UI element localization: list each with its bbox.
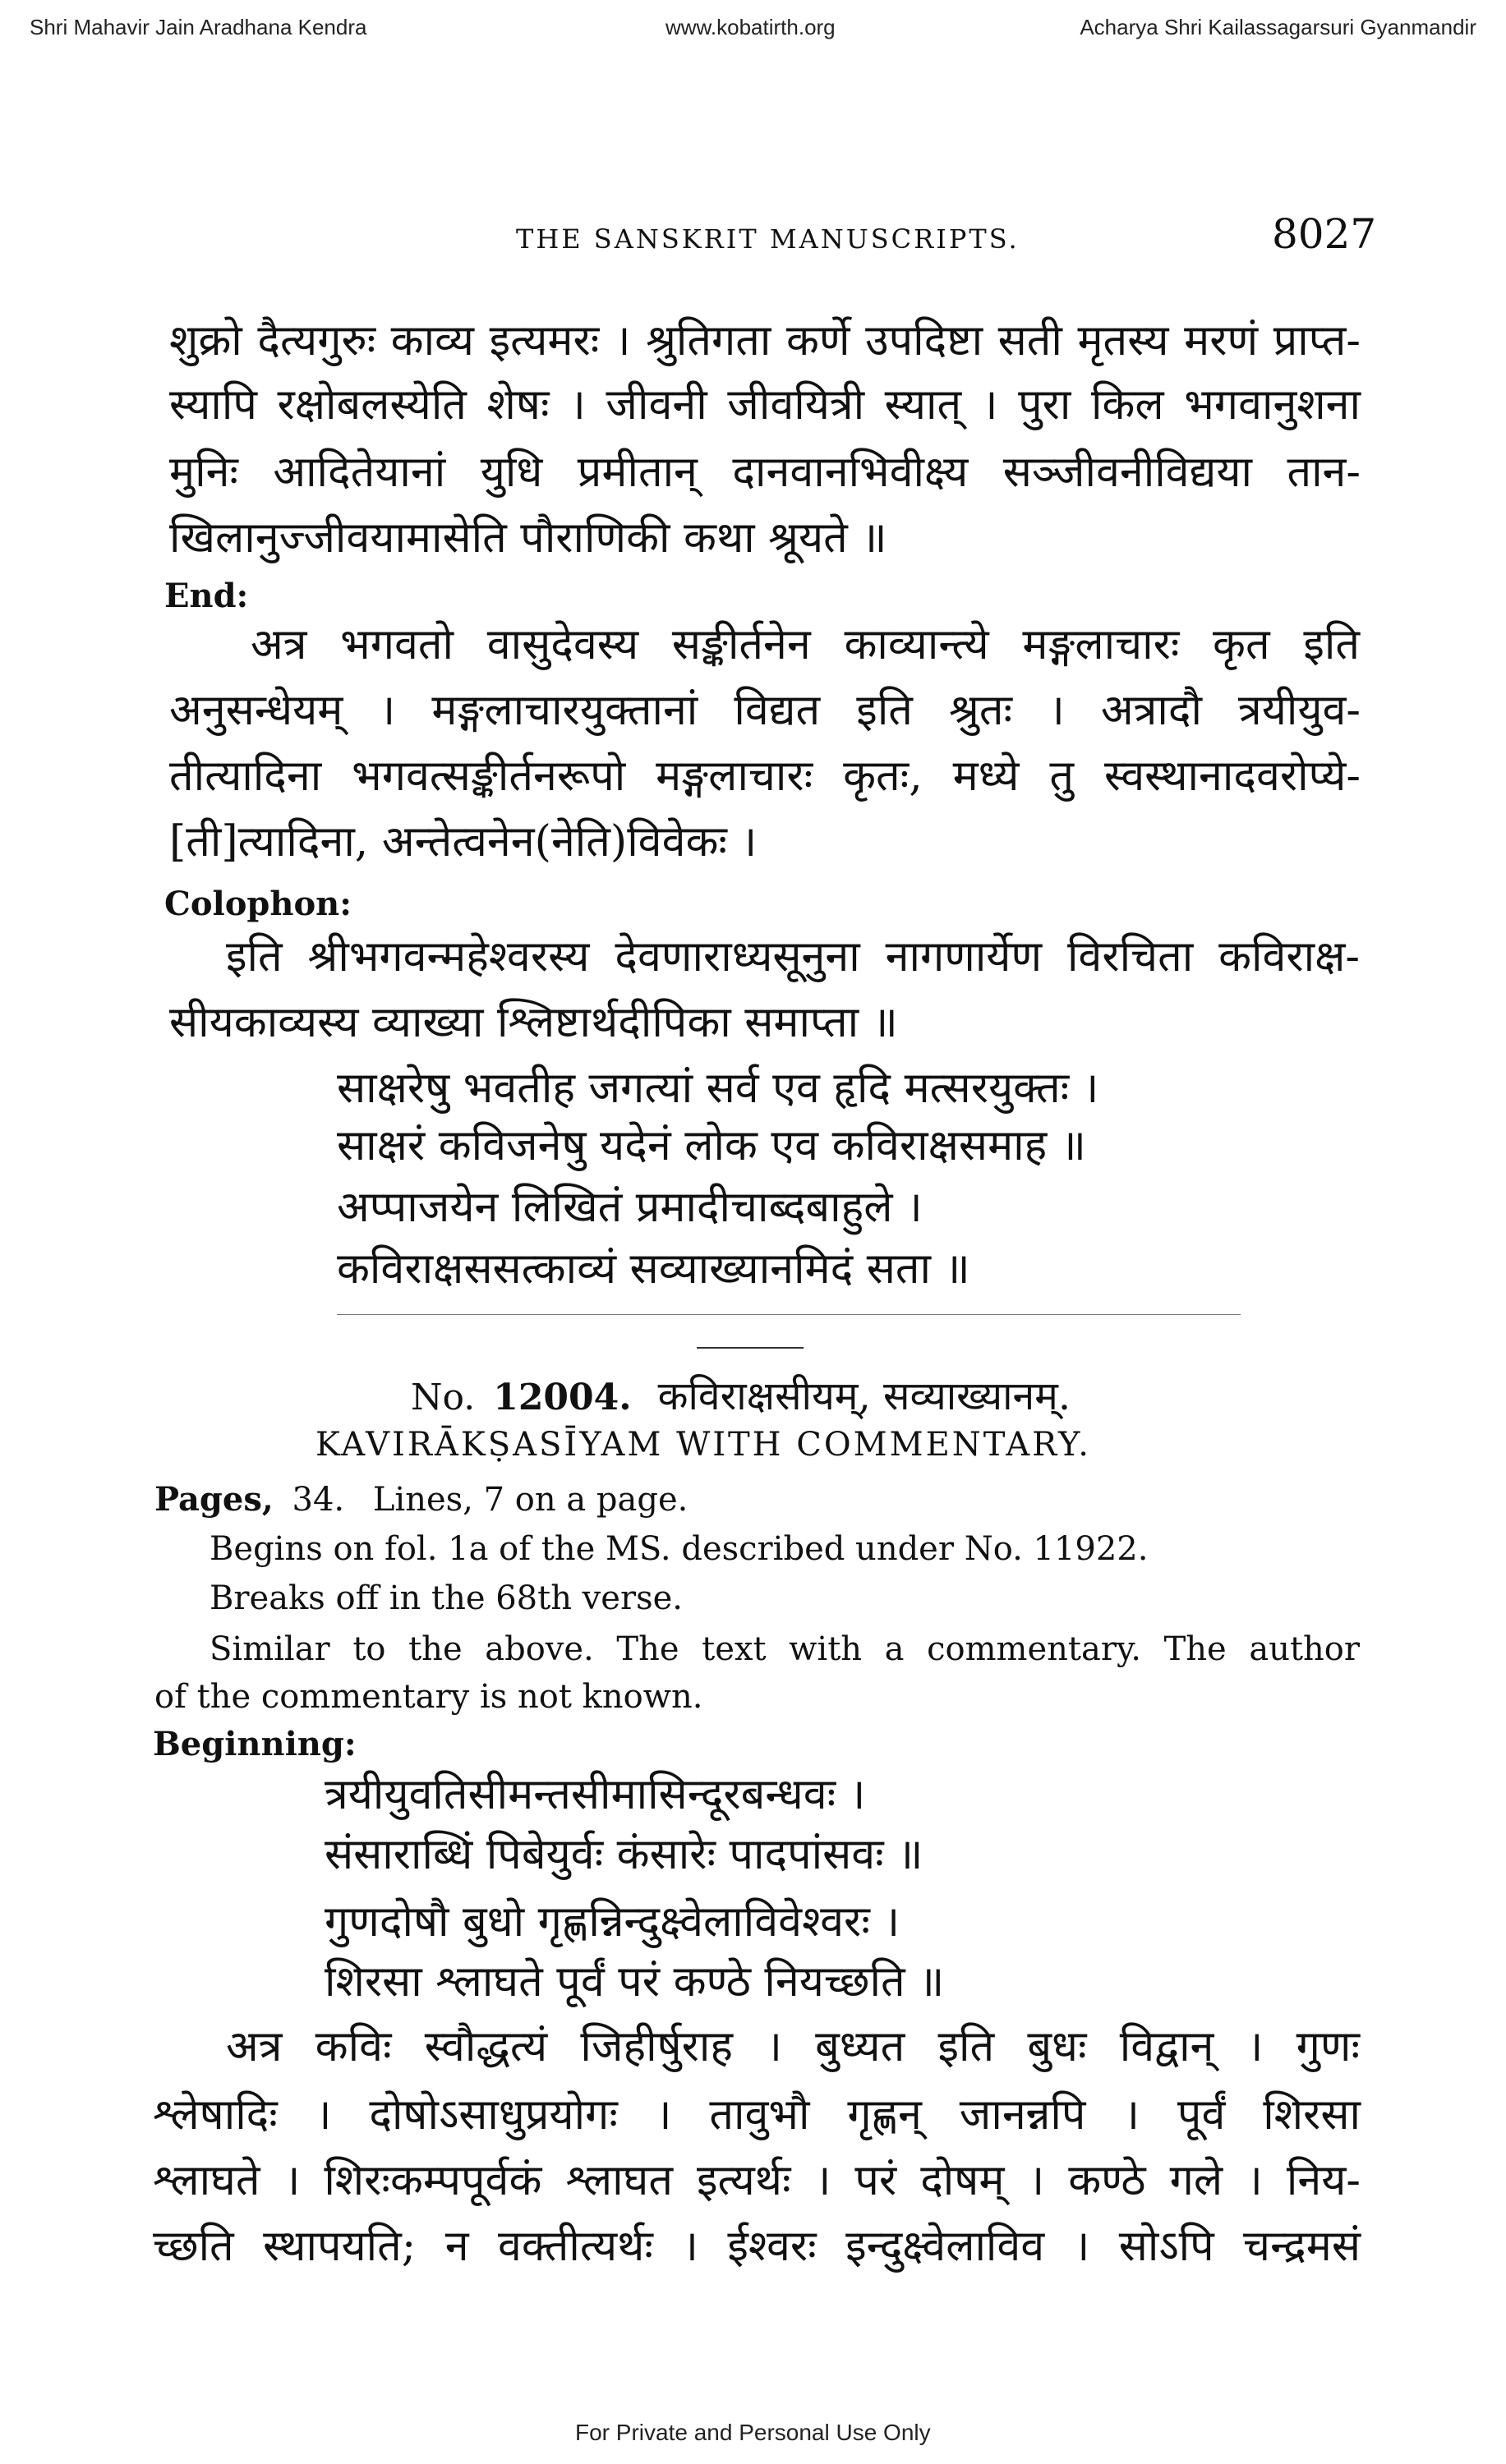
para1-line-2: स्यापि रक्षोबलस्येति शेषः । जीवनी जीवयित्री स्यात् । पुरा किल भगवानुशना xyxy=(169,380,1361,430)
commentary-line-4: च्छति स्थापयति; न वक्तीत्यर्थः । ईश्वरः इन्दुक्ष्वेलाविव । सोऽपि चन्द्रमसं xyxy=(153,2222,1361,2271)
running-header-title: THE SANSKRIT MANUSCRIPTS. xyxy=(516,223,1020,255)
verse2-line-1: त्रयीयुवतिसीमन्तसीमासिन्दूरबन्धवः । xyxy=(325,1770,866,1819)
top-right-text: Acharya Shri Kailassagarsuri Gyanmandir xyxy=(1080,15,1476,39)
verse2-line-4: शिरसा श्लाघते पूर्वं परं कण्ठे नियच्छति ॥ xyxy=(325,1957,945,2007)
verse1-line-4: कविराक्षससत्काव्यं सव्याख्यानमिदं सता ॥ xyxy=(337,1244,970,1294)
entry-sanskrit-title: कविराक्षसीयम्, सव्याख्यानम्. xyxy=(657,1373,1071,1419)
entry-heading xyxy=(411,1372,1071,1421)
meta-begins: Begins on fol. 1a of the MS. described under No. 11922. xyxy=(210,1530,1149,1568)
top-left-text: Shri Mahavir Jain Aradhana Kendra xyxy=(30,15,367,39)
verse1-line-1: साक्षरेषु भवतीह जगत्यां सर्व एव हृदि मत्सरयुक्तः । xyxy=(337,1064,1099,1113)
commentary-line-2: श्लेषादिः । दोषोऽसाधुप्रयोगः । तावुभौ गृह्णन् जानन्नपि । पूर्वं शिरसा xyxy=(153,2090,1361,2140)
para1-line-4: खिलानुज्जीवयामासेति पौराणिकी कथा श्रूयते ॥ xyxy=(169,513,887,563)
footer-text: For Private and Personal Use Only xyxy=(575,2420,931,2445)
meta-breaks: Breaks off in the 68th verse. xyxy=(210,1579,683,1617)
entry-number: 12004. xyxy=(493,1377,632,1418)
verse2-line-2: संसाराब्धिं पिबेयुर्वः कंसारेः पादपांसवः ॥ xyxy=(325,1830,923,1879)
meta-pages-line xyxy=(154,1480,688,1519)
colophon-line-2: सीयकाव्यस्य व्याख्या श्लिष्टार्थदीपिका समाप्ता ॥ xyxy=(169,998,898,1047)
verse2-line-3: गुणदोषौ बुधो गृह्णन्निन्दुक्ष्वेलाविवेश्वरः । xyxy=(325,1897,900,1947)
pages-label: Pages, xyxy=(154,1480,274,1519)
colophon-label: Colophon: xyxy=(164,885,352,923)
page-number: 8027 xyxy=(1272,210,1377,258)
lines-value: Lines, 7 on a page. xyxy=(372,1481,689,1519)
end-line-2: अनुसन्धेयम् । मङ्गलाचारयुक्तानां विद्यत इति श्रुतः । अत्रादौ त्रयीयुव- xyxy=(169,686,1361,735)
entry-english-title: KAVIRĀKṢASĪYAM WITH COMMENTARY. xyxy=(315,1426,1092,1464)
commentary-line-1: अत्र कविः स्वौद्धत्यं जिहीर्षुराह । बुध्यत इति बुधः विद्वान् । गुणः xyxy=(226,2022,1360,2071)
colophon-line-1: इति श्रीभगवन्महेश्वरस्य देवणाराध्यसूनुना नागणार्येण विरचिता कविराक्ष- xyxy=(226,932,1360,981)
end-label: End: xyxy=(164,577,249,615)
para1-line-3: मुनिः आदितेयानां युधि प्रमीतान् दानवानभिवीक्ष्य सञ्जीवनीविद्यया तान- xyxy=(169,448,1361,497)
beginning-label: Beginning: xyxy=(153,1725,357,1763)
end-line-3: तीत्यादिना भगवत्सङ्कीर्तनरूपो मङ्गलाचारः कृतः, मध्ये तु स्वस्थानादवरोप्ये- xyxy=(169,752,1361,801)
verse1-line-2: साक्षरं कविजनेषु यदेनं लोक एव कविराक्षसमाह ॥ xyxy=(337,1121,1086,1170)
top-center-url[interactable]: www.kobatirth.org xyxy=(665,15,836,39)
pages-value: 34. xyxy=(292,1481,345,1519)
end-line-4: [ती]त्यादिना, अन्तेत्वनेन(नेति)विवेकः । xyxy=(169,817,758,867)
meta-similar-2: of the commentary is not known. xyxy=(154,1678,703,1716)
verse-underline xyxy=(337,1314,1241,1315)
verse1-line-3: अप्पाजयेन लिखितं प्रमादीचाब्दबाहुले । xyxy=(337,1183,923,1232)
para1-line-1: शुक्रो दैत्यगुरुः काव्य इत्यमरः । श्रुतिगता कर्णे उपदिष्टा सती मृतस्य मरणं प्राप्त- xyxy=(169,316,1361,365)
meta-similar-1: Similar to the above. The text with a commentary. The author xyxy=(210,1630,1360,1668)
entry-number-prefix: No. xyxy=(411,1377,476,1418)
commentary-line-3: श्लाघते । शिरःकम्पपूर्वकं श्लाघत इत्यर्थः । परं दोषम् । कण्ठे गले । निय- xyxy=(153,2156,1361,2205)
end-line-1: अत्र भगवतो वासुदेवस्य सङ्कीर्तनेन काव्यान्त्ये मङ्गलाचारः कृत इति xyxy=(251,620,1360,669)
section-divider xyxy=(697,1347,804,1349)
